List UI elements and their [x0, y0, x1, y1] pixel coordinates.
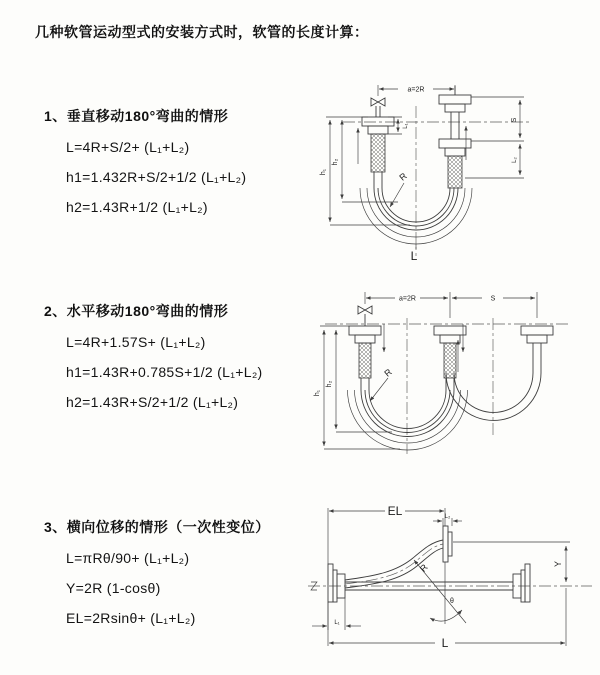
section-1-heading: 1、垂直移动180°弯曲的情形 [44, 108, 229, 124]
dimension-h1 [320, 117, 410, 225]
formula-h2: h2=1.43R+1/2 (L₁+L₂) [66, 199, 208, 215]
dimension-l2 [512, 144, 520, 175]
dimension-s [465, 97, 524, 178]
formula-length: L=4R+S/2+ (L₁+L₂) [66, 139, 190, 155]
hose-u-bend-left [348, 390, 468, 450]
left-leg-fitting [349, 326, 381, 390]
valve-icon [358, 306, 372, 326]
formula-y: Y=2R (1-cosθ) [66, 580, 161, 596]
right-leg-fitting [521, 326, 553, 373]
dim-label-h1: h₁ [320, 168, 327, 176]
diagram-lateral-displacement [300, 498, 600, 668]
left-flange [328, 564, 345, 602]
formula-length: L=πRθ/90+ (L₁+L₂) [66, 550, 190, 566]
dim-label-l2: L₂ [512, 157, 518, 163]
section-3-heading: 3、横向位移的情形（一次性变位） [44, 519, 270, 535]
page-title: 几种软管运动型式的安装方式时，软管的长度计算： [35, 24, 369, 40]
dimension-el [328, 504, 445, 564]
dim-label-s: S [490, 295, 496, 303]
formula-h1: h1=1.43R+0.785S+1/2 (L₁+L₂) [66, 364, 263, 380]
formula-h2: h2=1.43R+S/2+1/2 (L₁+L₂) [66, 394, 239, 410]
dimension-l2 [433, 514, 462, 526]
radius-annotation [370, 366, 394, 401]
dim-label-l1: L₁ [334, 620, 340, 626]
length-label: L [441, 636, 449, 650]
dimension-l1 [388, 117, 409, 134]
dim-label-h1: h₁ [314, 389, 321, 397]
dimension-a2r [365, 292, 537, 318]
section-2-heading: 2、水平移动180°弯曲的情形 [44, 303, 229, 319]
dimension-l1 [312, 598, 361, 630]
section-lateral-displacement [44, 517, 270, 638]
dim-label-s: S [511, 117, 518, 123]
radius-annotation [414, 560, 466, 624]
dim-label-el: EL [387, 504, 403, 518]
length-label: L [410, 249, 418, 263]
dimension-y [453, 542, 570, 582]
section-horizontal-180 [44, 301, 263, 422]
diagram-vertical-180-bend [298, 60, 558, 265]
formula-el: EL=2Rsinθ+ (L₁+L₂) [66, 610, 196, 626]
dim-label-h2: h₂ [332, 158, 339, 166]
dimension-a2r [378, 85, 455, 96]
length-label-group [411, 244, 418, 263]
radius-annotation [390, 170, 409, 207]
radius-label: R [397, 170, 409, 183]
radius-label: R [417, 562, 430, 574]
diagram-horizontal-180-bend [300, 278, 600, 463]
dim-label-a2r: a=2R [407, 86, 425, 94]
radius-label: R [382, 366, 394, 379]
hose-displaced-position [345, 540, 443, 588]
middle-leg-fitting [434, 326, 466, 390]
dim-label-y: Y [553, 560, 563, 568]
formula-length: L=4R+1.57S+ (L₁+L₂) [66, 334, 206, 350]
valve-icon [371, 98, 385, 117]
dimension-s [452, 296, 535, 303]
angle-annotation [430, 598, 462, 621]
dim-label-h2: h₂ [326, 380, 333, 388]
formula-h1: h1=1.432R+S/2+1/2 (L₁+L₂) [66, 169, 247, 185]
angle-label: θ [450, 598, 454, 605]
right-flange [513, 564, 530, 602]
dim-label-a2r: a=2R [399, 295, 416, 303]
section-vertical-180 [44, 106, 246, 227]
left-leg-fitting [362, 117, 394, 188]
top-right-flange [443, 526, 452, 562]
centerlines [343, 106, 530, 256]
dim-label-l1: L₁ [403, 123, 409, 129]
dim-label-l2: L₂ [444, 514, 451, 520]
